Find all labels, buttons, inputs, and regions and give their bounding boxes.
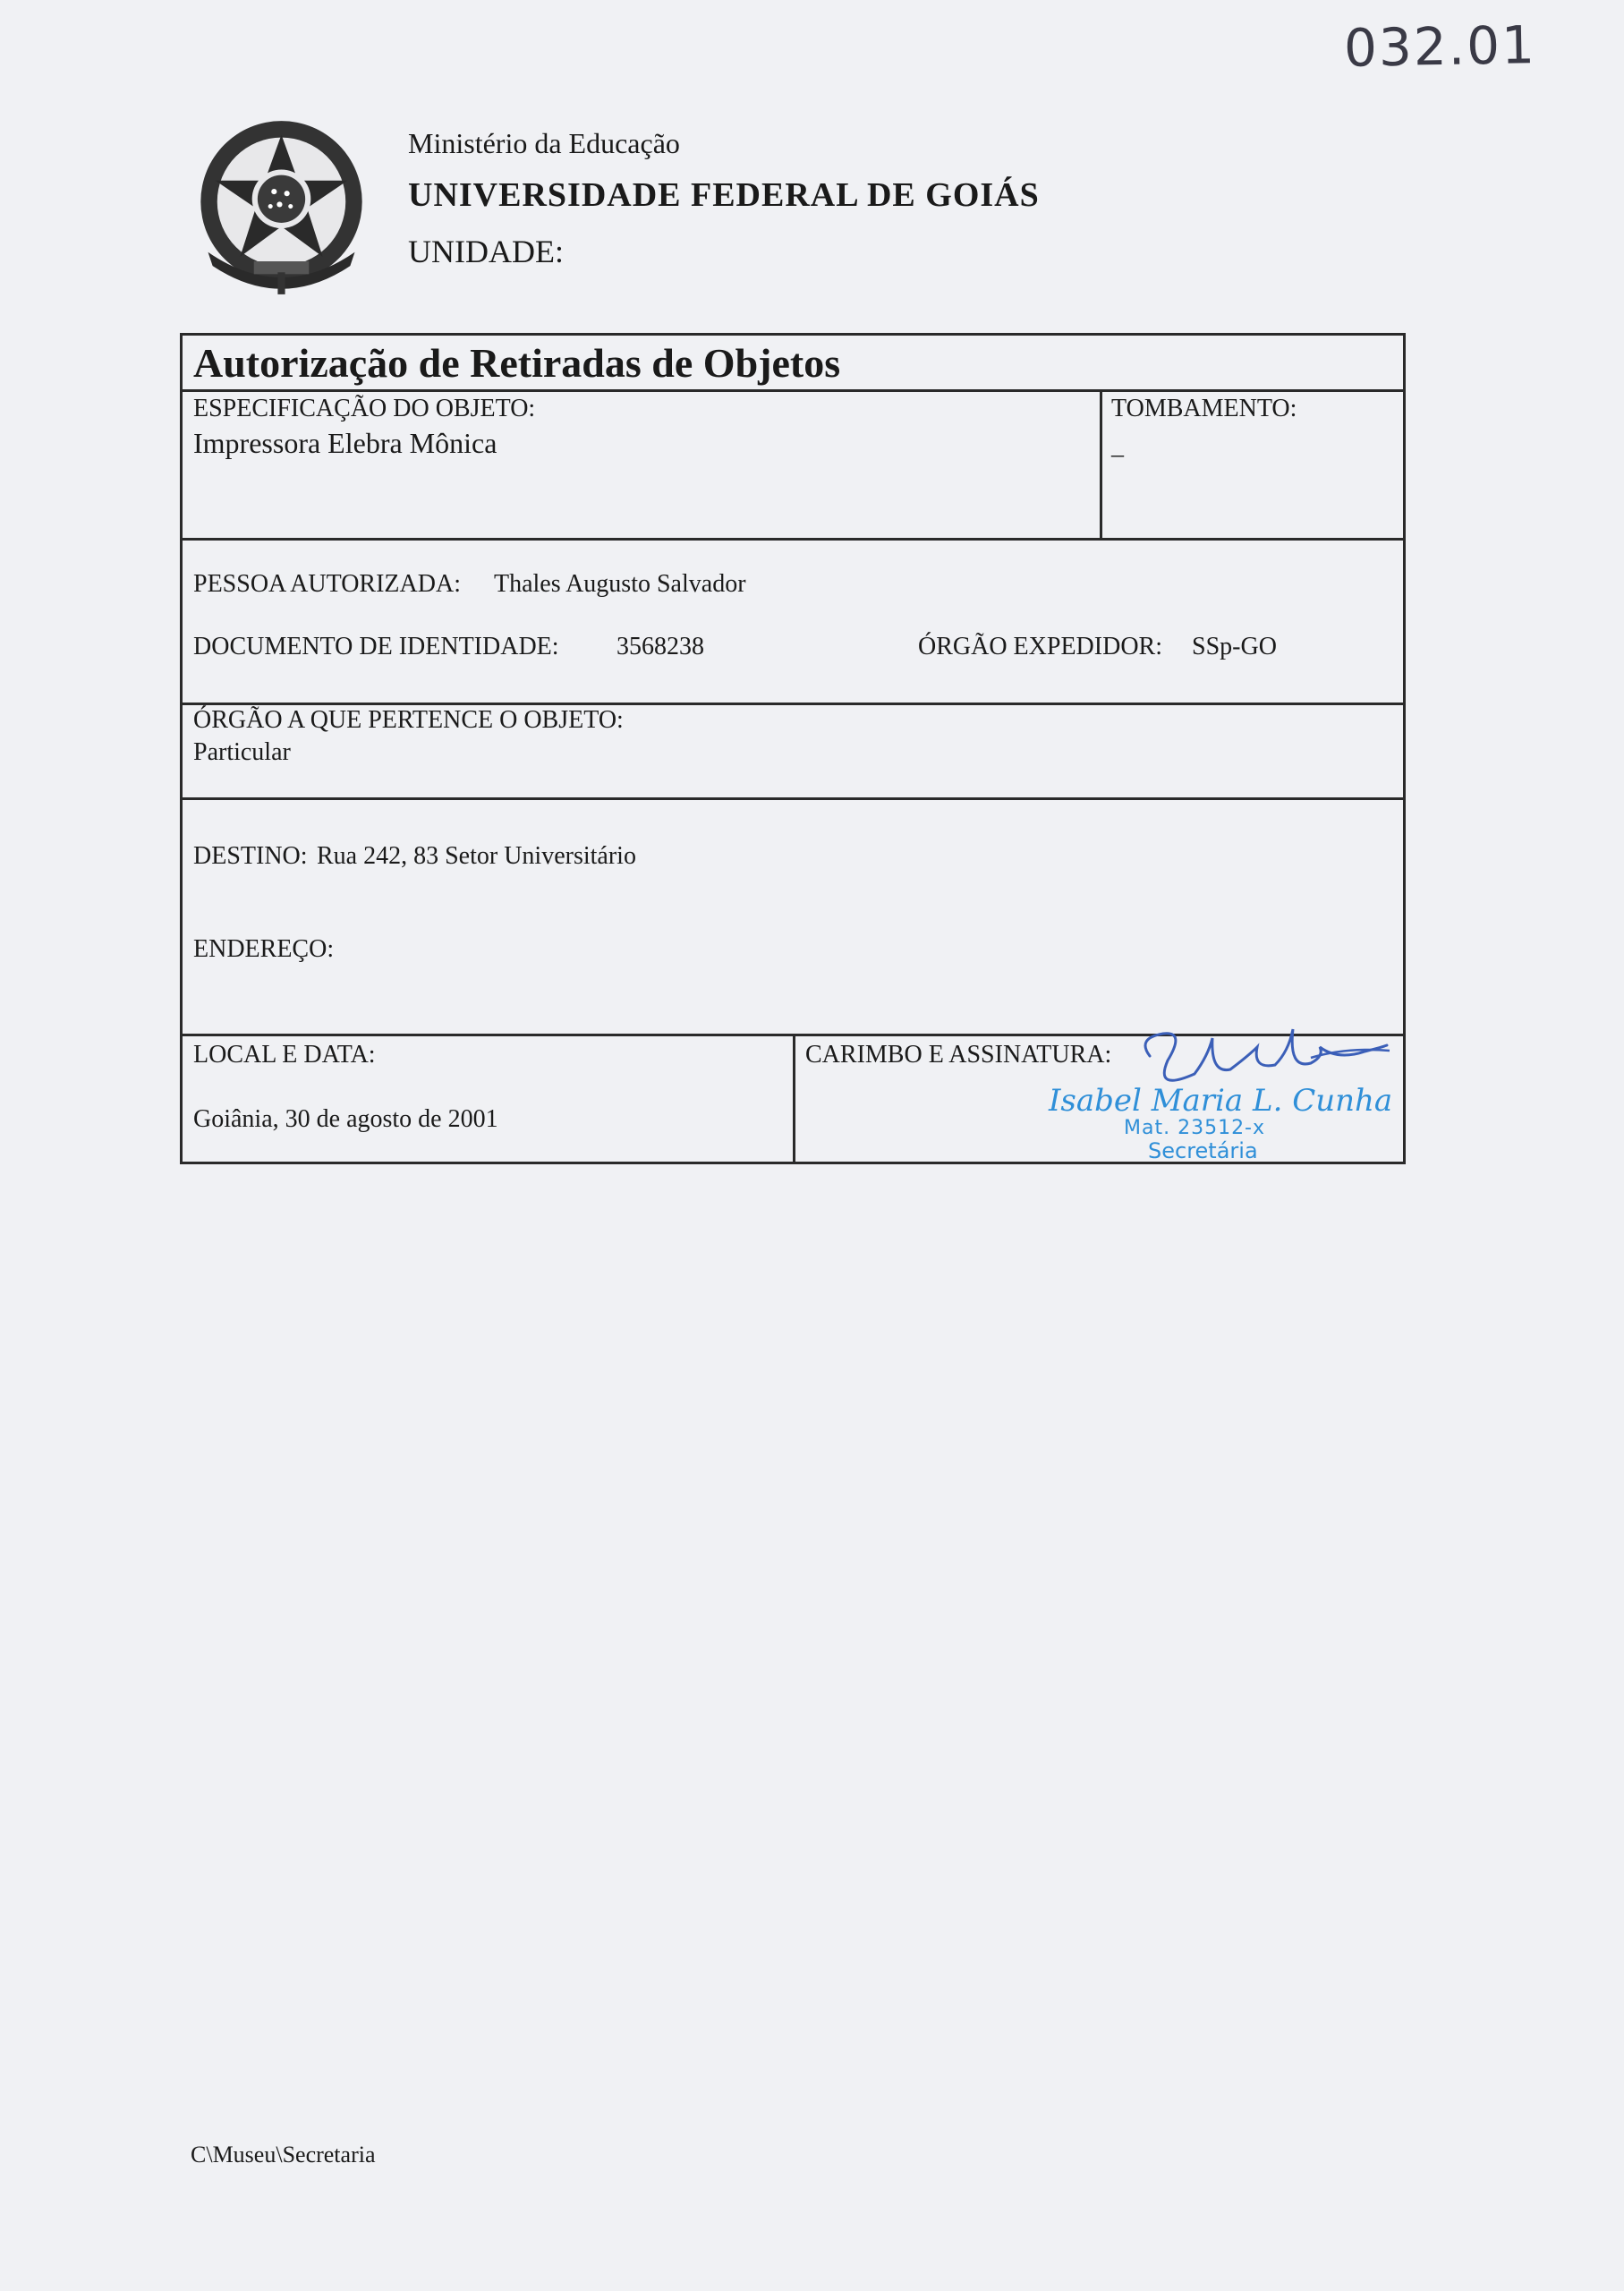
coat-of-arms-emblem [190, 115, 373, 298]
owner-org-label: ÓRGÃO A QUE PERTENCE O OBJETO: [193, 706, 624, 734]
id-document-value: 3568238 [616, 633, 704, 660]
divider [793, 1034, 795, 1164]
divider [183, 703, 1403, 705]
owner-org-value: Particular [193, 738, 291, 766]
university-name: UNIVERSIDADE FEDERAL DE GOIÁS [408, 176, 1040, 214]
issuer-value: SSp-GO [1192, 633, 1277, 660]
unit-label: UNIDADE: [408, 234, 564, 269]
divider [183, 538, 1403, 541]
tombamento-value: _ [1111, 432, 1124, 460]
local-date-value: Goiânia, 30 de agosto de 2001 [193, 1105, 498, 1133]
form-title: Autorização de Retiradas de Objetos [193, 340, 841, 386]
destination-label: DESTINO: [193, 842, 308, 870]
issuer-label: ÓRGÃO EXPEDIDOR: [918, 633, 1162, 660]
ministry-name: Ministério da Educação [408, 127, 680, 159]
stamp-role: Secretária [1148, 1138, 1258, 1163]
object-spec-label: ESPECIFICAÇÃO DO OBJETO: [193, 395, 536, 422]
address-label: ENDEREÇO: [193, 935, 335, 963]
divider [183, 797, 1403, 800]
stamp-registration: Mat. 23512-x [1124, 1117, 1266, 1139]
divider [183, 389, 1403, 392]
local-date-label: LOCAL E DATA: [193, 1041, 376, 1069]
footer-file-path: C\Museu\Secretaria [191, 2142, 376, 2168]
destination-value: Rua 242, 83 Setor Universitário [317, 842, 636, 870]
object-spec-value: Impressora Elebra Mônica [193, 427, 497, 459]
authorized-person-label: PESSOA AUTORIZADA: [193, 570, 461, 598]
tombamento-label: TOMBAMENTO: [1111, 395, 1297, 422]
authorized-person-value: Thales Augusto Salvador [494, 570, 746, 598]
stamp-name: Isabel Maria L. Cunha [1049, 1083, 1393, 1119]
divider [1100, 389, 1102, 538]
handwritten-document-code: 032.01 [1343, 14, 1537, 79]
stamp-signature-label: CARIMBO E ASSINATURA: [805, 1041, 1112, 1069]
id-document-label: DOCUMENTO DE IDENTIDADE: [193, 633, 559, 660]
